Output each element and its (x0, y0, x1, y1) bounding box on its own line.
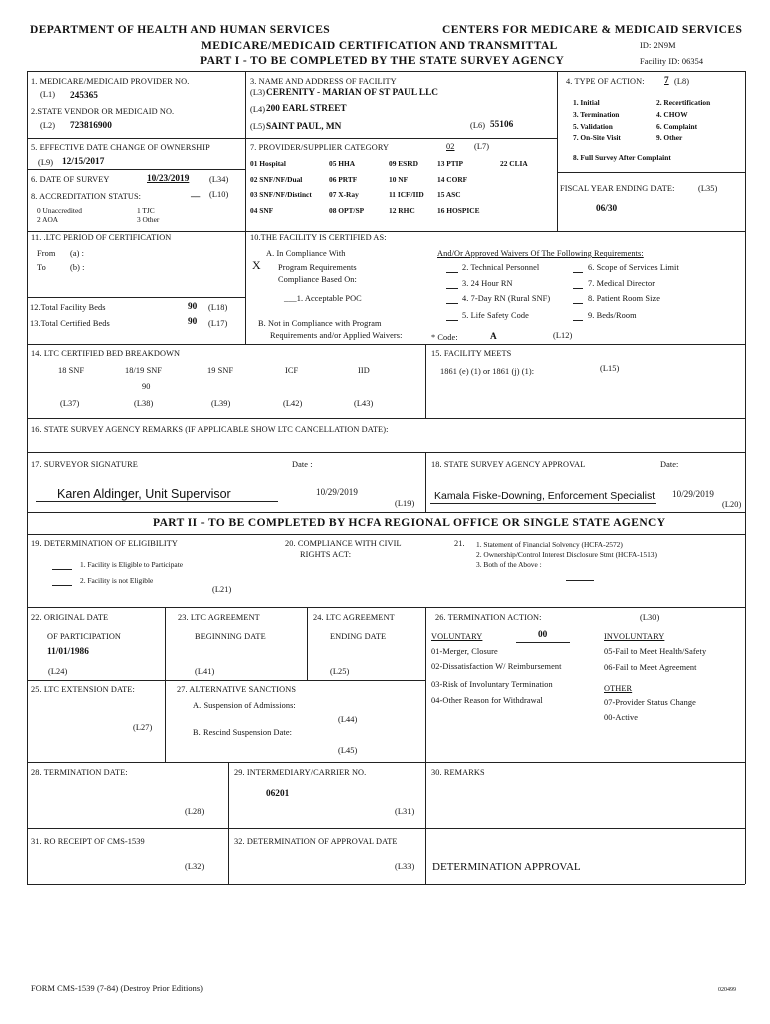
ltc-begin-code: (L41) (195, 667, 215, 676)
category-option: 02 SNF/NF/Dual (250, 175, 303, 184)
vendor-no-code: (L2) (40, 121, 56, 130)
ownership-change-value: 12/15/2017 (62, 157, 105, 167)
alt-sanctions-a: A. Suspension of Admissions: (193, 701, 296, 710)
intermediary-value: 06201 (266, 789, 290, 799)
alt-sanctions-code-b: (L45) (338, 746, 358, 755)
box21-label: 21. (454, 539, 465, 548)
termination-option: 05-Fail to Meet Health/Safety (604, 647, 707, 656)
action-option: 6. Complaint (656, 122, 698, 131)
involuntary-heading: INVOLUNTARY (604, 632, 665, 641)
department-title: DEPARTMENT OF HEALTH AND HUMAN SERVICES (30, 24, 331, 36)
agency-approval-date-label: Date: (660, 460, 679, 469)
agency-approval-label: 18. STATE SURVEY AGENCY APPROVAL (431, 460, 586, 469)
surveyor-signature-label: 17. SURVEYOR SIGNATURE (31, 460, 138, 469)
form-title: MEDICARE/MEDICAID CERTIFICATION AND TRANSMITTAL (201, 40, 558, 52)
ltc-from-label: From (37, 249, 56, 258)
eligibility-option: 2. Facility is not Eligible (80, 576, 154, 585)
ltc-begin-label: 23. LTC AGREEMENT (178, 613, 260, 622)
compliance-a-label: A. In Compliance With (266, 249, 346, 258)
waiver-item: 3. 24 Hour RN (462, 279, 513, 288)
original-date-sub: OF PARTICIPATION (47, 632, 122, 641)
provider-category-label: 7. PROVIDER/SUPPLIER CATEGORY (250, 143, 390, 152)
fiscal-year-label: FISCAL YEAR ENDING DATE: (560, 184, 675, 193)
waiver-item: 2. Technical Personnel (462, 263, 540, 272)
eligibility-code: (L21) (212, 585, 232, 594)
facility-zip-value: 55106 (490, 120, 514, 130)
noncompliance-b-label: B. Not in Compliance with Program (258, 319, 382, 328)
action-option: 3. Termination (573, 110, 620, 119)
termination-option: 07-Provider Status Change (604, 698, 696, 707)
category-option: 01 Hospital (250, 159, 286, 168)
category-option: 16 HOSPICE (437, 206, 480, 215)
agency-remarks-label: 16. STATE SURVEY AGENCY REMARKS (IF APPLICABLE SHOW LTC CANCELLATION DATE): (31, 425, 389, 434)
facility-city-value: SAINT PAUL, MN (266, 122, 342, 132)
facility-name-code: (L3) (250, 88, 266, 97)
termination-option: 01-Merger, Closure (431, 647, 498, 656)
centers-title: CENTERS FOR MEDICARE & MEDICAID SERVICES (442, 24, 743, 36)
ro-receipt-code: (L32) (185, 862, 205, 871)
bed-col-code: (L42) (283, 399, 303, 408)
ownership-change-code: (L9) (38, 158, 54, 167)
voluntary-heading: VOLUNTARY (431, 632, 483, 641)
code-label: * Code: (431, 333, 458, 342)
category-option: 14 CORF (437, 175, 468, 184)
facility-meets-code: (L15) (600, 364, 620, 373)
facility-zip-code: (L6) (470, 121, 486, 130)
bed-col-header: IID (358, 366, 370, 375)
total-beds-value: 90 (188, 302, 198, 312)
other-heading: OTHER (604, 684, 633, 693)
action-option: 9. Other (656, 133, 683, 142)
ltc-from-code: (a) : (70, 249, 85, 258)
action-option: 7. On-Site Visit (573, 133, 621, 142)
bed-1819-value: 90 (142, 382, 151, 391)
compliance-a-sub2: Compliance Based On: (278, 275, 357, 284)
ro-receipt-label: 31. RO RECEIPT OF CMS-1539 (31, 837, 145, 846)
bed-col-code: (L37) (60, 399, 80, 408)
intermediary-code: (L31) (395, 807, 415, 816)
ltc-extension-label: 25. LTC EXTENSION DATE: (31, 685, 135, 694)
alt-sanctions-code-a: (L44) (338, 715, 358, 724)
action-option: 5. Validation (573, 122, 613, 131)
part-two-title: PART II - TO BE COMPLETED BY HCFA REGIONAL OFFICE OR SINGLE STATE AGENCY (153, 517, 666, 529)
category-option: 05 HHA (329, 159, 356, 168)
compliance-a-sub1: Program Requirements (278, 263, 357, 272)
voluntary-value: 00 (538, 630, 548, 640)
termination-action-label: 26. TERMINATION ACTION: (435, 613, 542, 622)
ltc-to-label: To (37, 263, 46, 272)
compliance-a-mark: X (252, 258, 261, 272)
ltc-to-code: (b) : (70, 263, 85, 272)
accreditation-label: 8. ACCREDITATION STATUS: (31, 192, 142, 201)
provider-category-code: (L7) (474, 142, 490, 151)
bed-col-code: (L39) (211, 399, 231, 408)
fiscal-year-value: 06/30 (596, 204, 618, 214)
category-option: 13 PTIP (437, 159, 464, 168)
alt-sanctions-b: B. Rescind Suspension Date: (193, 728, 293, 737)
ltc-end-label: 24. LTC AGREEMENT (313, 613, 395, 622)
category-option: 15 ASC (437, 190, 461, 199)
provider-category-value: 02 (446, 142, 455, 151)
surveyor-code: (L19) (395, 499, 415, 508)
accreditation-option: 3 Other (137, 215, 160, 224)
approval-date-label: 32. DETERMINATION OF APPROVAL DATE (234, 837, 398, 846)
alt-sanctions-label: 27. ALTERNATIVE SANCTIONS (177, 685, 297, 694)
ltc-period-label: 11. .LTC PERIOD OF CERTIFICATION (31, 233, 172, 242)
facility-street-value: 200 EARL STREET (266, 104, 347, 114)
eligibility-option: 1. Facility is Eligible to Participate (80, 560, 184, 569)
waiver-item: 5. Life Safety Code (462, 311, 529, 320)
box21-item: 1. Statement of Financial Solvency (HCFA-2572) (476, 540, 623, 549)
total-beds-code: (L18) (208, 303, 228, 312)
box21-item: 2. Ownership/Control Interest Disclosure Stmt (HCFA-1513) (476, 550, 657, 559)
survey-date-code: (L34) (209, 175, 229, 184)
category-option: 22 CLIA (500, 159, 528, 168)
action-option: 1. Initial (573, 98, 600, 107)
ltc-end-sub: ENDING DATE (330, 632, 387, 641)
accreditation-option: 0 Unaccredited (37, 206, 82, 215)
action-option: 8. Full Survey After Complaint (573, 153, 671, 162)
facility-meets-text: 1861 (e) (1) or 1861 (j) (1): (440, 367, 535, 376)
category-option: 10 NF (389, 175, 409, 184)
termination-date-code: (L28) (185, 807, 205, 816)
waivers-title: And/Or Approved Waivers Of The Following Requirements: (437, 249, 644, 258)
agency-approval-date: 10/29/2019 (672, 489, 715, 499)
facility-city-code: (L5) (250, 122, 266, 131)
original-date-label: 22. ORIGINAL DATE (31, 613, 109, 622)
surveyor-date-label: Date : (292, 460, 313, 469)
accreditation-option: 1 TJC (137, 206, 155, 215)
category-option: 11 ICF/IID (389, 190, 424, 199)
certified-beds-label: 13.Total Certified Beds (30, 319, 110, 328)
intermediary-label: 29. INTERMEDIARY/CARRIER NO. (234, 768, 367, 777)
noncompliance-b-sub: Requirements and/or Applied Waivers: (270, 331, 403, 340)
eligibility-label: 19. DETERMINATION OF ELIGIBILITY (31, 539, 178, 548)
original-date-value: 11/01/1986 (47, 647, 89, 657)
box21-item: 3. Both of the Above : (476, 560, 542, 569)
civil-rights-label-2: RIGHTS ACT: (300, 550, 352, 559)
approval-date-code: (L33) (395, 862, 415, 871)
ltc-extension-code: (L27) (133, 723, 153, 732)
category-option: 09 ESRD (389, 159, 418, 168)
termination-option: 00-Active (604, 713, 639, 722)
bed-col-header: 18 SNF (58, 366, 85, 375)
agency-approval-code: (L20) (722, 500, 742, 509)
provider-no-label: 1. MEDICARE/MEDICAID PROVIDER NO. (31, 77, 190, 86)
code-value: A (490, 332, 497, 342)
accreditation-code: (L10) (209, 190, 229, 199)
bed-col-header: 19 SNF (207, 366, 234, 375)
accreditation-option: 2 AOA (37, 215, 59, 224)
category-option: 12 RHC (389, 206, 415, 215)
survey-date-value: 10/23/2019 (147, 174, 190, 184)
vendor-no-value: 723816900 (70, 121, 112, 131)
certified-beds-code: (L17) (208, 319, 228, 328)
vendor-no-label: 2.STATE VENDOR OR MEDICAID NO. (31, 107, 175, 116)
waiver-item: 9. Beds/Room (588, 311, 637, 320)
code-ref: (L12) (553, 331, 573, 340)
footer-code: 020499 (718, 987, 736, 993)
remarks-label: 30. REMARKS (431, 768, 485, 777)
surveyor-date: 10/29/2019 (316, 487, 359, 497)
original-date-code: (L24) (48, 667, 68, 676)
bed-col-code: (L38) (134, 399, 154, 408)
category-option: 03 SNF/NF/Distinct (250, 190, 312, 199)
waiver-item: 4. 7-Day RN (Rural SNF) (462, 294, 551, 303)
category-option: 06 PRTF (329, 175, 358, 184)
type-of-action-code: (L8) (674, 77, 690, 86)
type-of-action-label: 4. TYPE OF ACTION: (566, 77, 645, 86)
provider-no-value: 245365 (70, 91, 98, 101)
ownership-change-label: 5. EFFECTIVE DATE CHANGE OF OWNERSHIP (31, 143, 210, 152)
category-option: 07 X-Ray (329, 190, 359, 199)
termination-date-label: 28. TERMINATION DATE: (31, 768, 128, 777)
bed-col-header: ICF (285, 366, 299, 375)
termination-option: 06-Fail to Meet Agreement (604, 663, 697, 672)
part-one-title: PART I - TO BE COMPLETED BY THE STATE SURVEY AGENCY (200, 55, 565, 67)
surveyor-signature: Karen Aldinger, Unit Supervisor (57, 487, 231, 501)
total-beds-label: 12.Total Facility Beds (30, 303, 106, 312)
termination-option: 02-Dissatisfaction W/ Reimbursement (431, 662, 562, 671)
certified-beds-value: 90 (188, 317, 198, 327)
ltc-end-code: (L25) (330, 667, 350, 676)
facility-meets-label: 15. FACILITY MEETS (431, 349, 512, 358)
survey-date-label: 6. DATE OF SURVEY (31, 175, 110, 184)
bed-col-header: 18/19 SNF (125, 366, 163, 375)
termination-option: 03-Risk of Involuntary Termination (431, 680, 553, 689)
waiver-item: 7. Medical Director (588, 279, 656, 288)
termination-option: 04-Other Reason for Withdrawal (431, 696, 543, 705)
fiscal-year-code: (L35) (698, 184, 718, 193)
certified-as-label: 10.THE FACILITY IS CERTIFIED AS: (250, 233, 387, 242)
form-footer: FORM CMS-1539 (7-84) (Destroy Prior Editions) (31, 984, 204, 993)
bed-breakdown-label: 14. LTC CERTIFIED BED BREAKDOWN (31, 349, 181, 358)
facility-name-value: CERENITY - MARIAN OF ST PAUL LLC (266, 88, 439, 98)
facility-name-label: 3. NAME AND ADDRESS OF FACILITY (250, 77, 397, 86)
acceptable-poc: ___1. Acceptable POC (284, 294, 362, 303)
waiver-item: 6. Scope of Services Limit (588, 263, 679, 272)
action-option: 4. CHOW (656, 110, 688, 119)
category-option: 08 OPT/SP (329, 206, 365, 215)
determination-approval: DETERMINATION APPROVAL (432, 861, 581, 873)
facility-street-code: (L4) (250, 105, 266, 114)
termination-action-code: (L30) (640, 613, 660, 622)
type-of-action-value: 7 (664, 76, 669, 86)
ltc-begin-sub: BEGINNING DATE (195, 632, 266, 641)
provider-no-code: (L1) (40, 90, 56, 99)
accreditation-value: __ (191, 189, 201, 199)
civil-rights-label: 20. COMPLIANCE WITH CIVIL (285, 539, 402, 548)
bed-col-code: (L43) (354, 399, 374, 408)
agency-approval-signature: Kamala Fiske-Downing, Enforcement Specialist (434, 490, 656, 502)
facility-id: Facility ID: 06354 (640, 57, 704, 66)
action-option: 2. Recertification (656, 98, 711, 107)
survey-id: ID: 2N9M (640, 41, 676, 50)
category-option: 04 SNF (250, 206, 274, 215)
waiver-item: 8. Patient Room Size (588, 294, 661, 303)
